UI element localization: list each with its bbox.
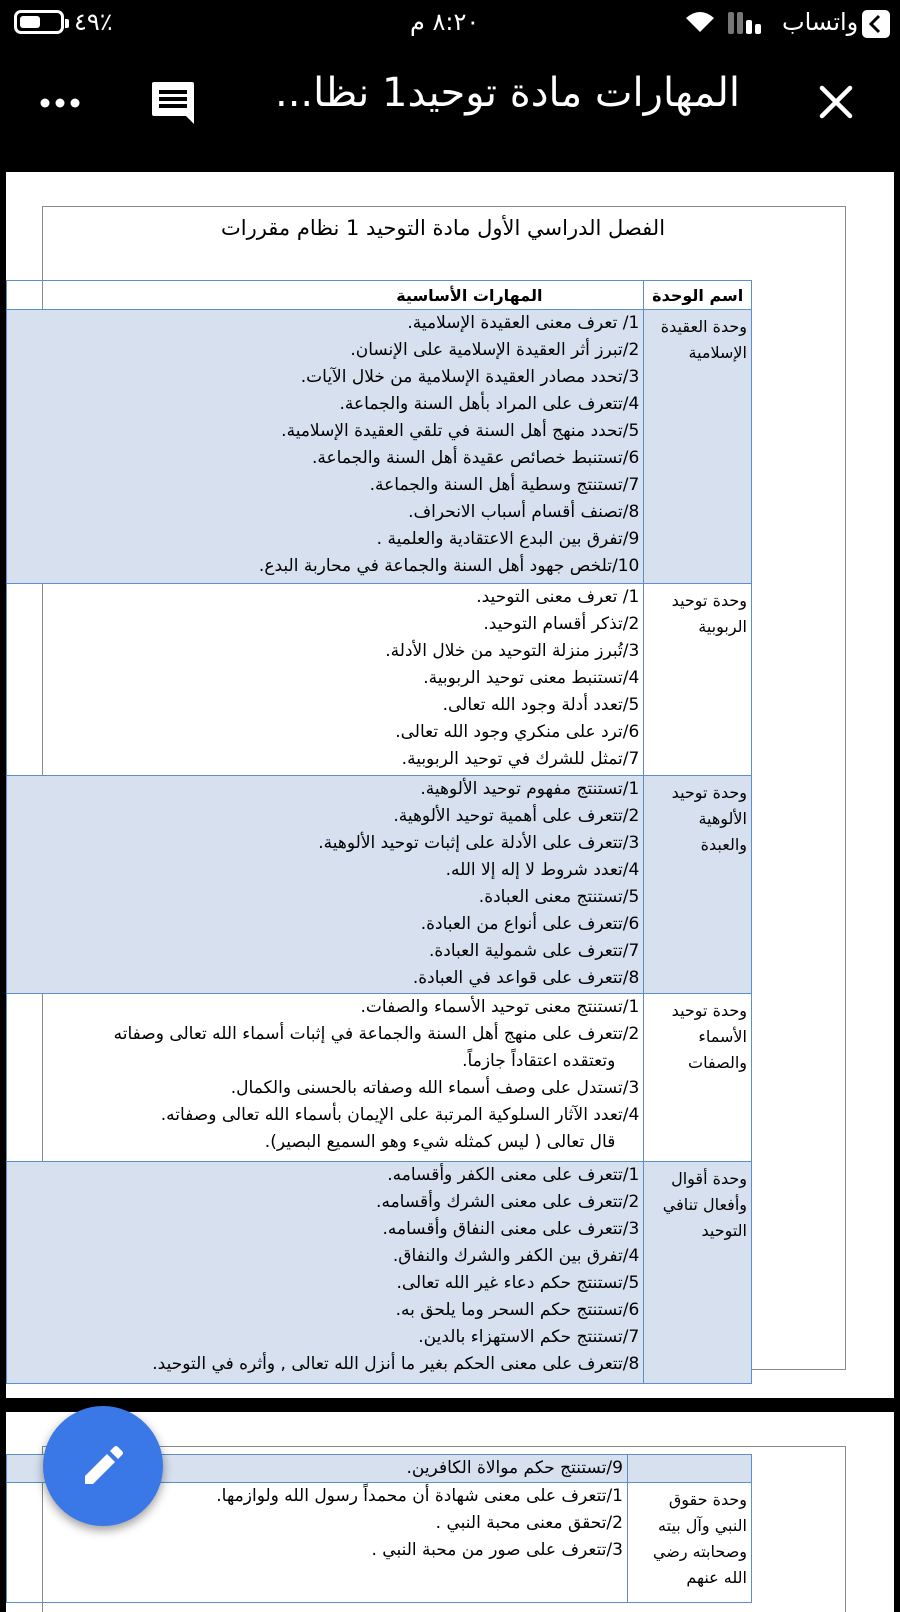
skill-item: 1/ تعرف معنى التوحيد. [476, 587, 640, 607]
skill-item: 4/تعدد شروط لا إله إلا الله. [445, 860, 640, 880]
skill-item: 6/تستنتج حكم السحر وما يلحق به. [395, 1300, 640, 1320]
skill-item: 3/تستدل على وصف أسماء الله وصفاته بالحسنى والكمال. [230, 1078, 640, 1098]
skill-item: 2/تذكر أقسام التوحيد. [483, 614, 640, 634]
skill-item: 1/تستنتج مفهوم توحيد الألوهية. [420, 779, 640, 799]
skill-item: 1/تستنتج معنى توحيد الأسماء والصفات. [360, 997, 640, 1017]
comment-icon[interactable] [150, 80, 196, 126]
unit-name: وحدة توحيد الألوهية والعبدة [644, 776, 752, 994]
skill-item: 8/تصنف أقسام أسباب الانحراف. [408, 502, 640, 522]
app-bar [0, 46, 900, 162]
skills-cell [7, 584, 644, 776]
skill-item: 6/تتعرف على أنواع من العبادة. [420, 914, 640, 934]
skills-table [6, 280, 752, 1384]
table-row [7, 310, 752, 584]
wifi-icon [684, 10, 716, 34]
unit-name [628, 1455, 752, 1483]
skill-item: 3/تتعرف على صور من محبة النبي . [371, 1540, 623, 1560]
document-page [6, 172, 894, 1398]
more-icon[interactable] [40, 98, 80, 108]
skill-item: 2/تتعرف على أهمية توحيد الألوهية. [393, 806, 640, 826]
skill-item: 7/تستنتج وسطية أهل السنة والجماعة. [369, 475, 640, 495]
clock: ٨:٢٠ م [410, 8, 480, 36]
skill-item: 8/تتعرف على معنى الحكم بغير ما أنزل الله تعالى , وأثره في التوحيد. [152, 1354, 640, 1374]
skill-item: 7/تتعرف على شمولية العبادة. [428, 941, 640, 961]
doc-heading: الفصل الدراسي الأول مادة التوحيد 1 نظام مقررات [220, 216, 666, 240]
edit-fab-button[interactable] [43, 1406, 163, 1526]
skill-item: 6/تستنبط خصائص عقيدة أهل السنة والجماعة. [312, 448, 640, 468]
skill-item: 2/تتعرف على معنى الشرك وأقسامه. [376, 1192, 640, 1212]
skill-item: قال تعالى ( ليس كمثله شيء وهو السميع البصير). [264, 1132, 616, 1152]
table-row [7, 776, 752, 994]
skills-cell [7, 310, 644, 584]
skill-item: 3/تُبرز منزلة التوحيد من خلال الأدلة. [385, 641, 640, 661]
skill-item: 1/ تعرف معنى العقيدة الإسلامية. [407, 313, 640, 333]
skill-item: 9/تستنتج حكم موالاة الكافرين. [406, 1458, 623, 1478]
skill-item: 10/تلخص جهود أهل السنة والجماعة في محاربة البدع. [258, 556, 640, 576]
skills-cell [7, 776, 644, 994]
skill-item: 7/تمثل للشرك في توحيد الربوبية. [401, 749, 640, 769]
document-viewer[interactable] [0, 162, 900, 1600]
skills-cell [7, 1162, 644, 1384]
status-bar [0, 0, 900, 46]
pencil-icon [81, 1444, 125, 1488]
back-to-app-icon[interactable] [862, 10, 890, 38]
document-title: المهارات مادة توحيد1 نظا... [275, 70, 740, 116]
skill-item: 9/تفرق بين البدع الاعتقادية والعلمية . [376, 529, 640, 549]
skill-item: 4/تفرق بين الكفر والشرك والنفاق. [392, 1246, 640, 1266]
table-row [7, 1162, 752, 1384]
battery-percent: ٤٩٪ [74, 8, 113, 36]
skill-item: 1/تتعرف على معنى شهادة أن محمداً رسول الله ولوازمها. [216, 1486, 623, 1506]
skill-item: 6/ترد على منكري وجود الله تعالى. [395, 722, 640, 742]
signal-icon [728, 10, 762, 36]
skill-item: 2/تبرز أثر العقيدة الإسلامية على الإنسان. [350, 340, 640, 360]
unit-name: وحدة توحيد الربوبية [644, 584, 752, 776]
back-app-label[interactable]: واتساب [782, 8, 859, 36]
skill-item: 4/تستنبط معنى توحيد الربوبية. [423, 668, 640, 688]
unit-name: وحدة العقيدة الإسلامية [644, 310, 752, 584]
skill-item: 5/تعدد أدلة وجود الله تعالى. [442, 695, 640, 715]
unit-name: وحدة أقوال وأفعال تنافي التوحيد [644, 1162, 752, 1384]
skill-item: 5/تستنتج معنى العبادة. [478, 887, 640, 907]
battery-icon [14, 10, 64, 34]
skill-item: 5/تحدد منهج أهل السنة في تلقي العقيدة الإسلامية. [281, 421, 640, 441]
close-icon[interactable] [812, 78, 860, 126]
skill-item: 1/تتعرف على معنى الكفر وأقسامه. [387, 1165, 640, 1185]
skill-item: 4/تعدد الآثار السلوكية المرتبة على الإيمان بأسماء الله تعالى وصفاته. [160, 1105, 640, 1125]
skill-item: 5/تستنتج حكم دعاء غير الله تعالى. [396, 1273, 640, 1293]
skill-item: 3/تحدد مصادر العقيدة الإسلامية من خلال الآيات. [300, 367, 640, 387]
skill-item: 3/تتعرف على معنى النفاق وأقسامه. [382, 1219, 640, 1239]
skill-item: 7/تستنتج حكم الاستهزاء بالدين. [418, 1327, 640, 1347]
col-unit-header: اسم الوحدة [644, 281, 752, 310]
table-row [7, 994, 752, 1162]
skill-item: وتعتقده اعتقاداً جازماً. [462, 1051, 616, 1071]
table-header-row [7, 281, 752, 310]
skill-item: 2/تحقق معنى محبة النبي . [435, 1513, 623, 1533]
skill-item: 8/تتعرف على قواعد في العبادة. [412, 968, 640, 988]
col-skills-header: المهارات الأساسية [7, 281, 644, 310]
table-row [7, 584, 752, 776]
unit-name: وحدة حقوق النبي وآل بيته وصحابته رضي الله عنهم [628, 1483, 752, 1603]
skill-item: 3/تتعرف على الأدلة على إثبات توحيد الألوهية. [318, 833, 640, 853]
skill-item: 4/تتعرف على المراد بأهل السنة والجماعة. [339, 394, 640, 414]
skill-item: 2/تتعرف على منهج أهل السنة والجماعة في إثبات أسماء الله تعالى وصفاته [113, 1024, 640, 1044]
skills-cell [7, 994, 644, 1162]
unit-name: وحدة توحيد الأسماء والصفات [644, 994, 752, 1162]
